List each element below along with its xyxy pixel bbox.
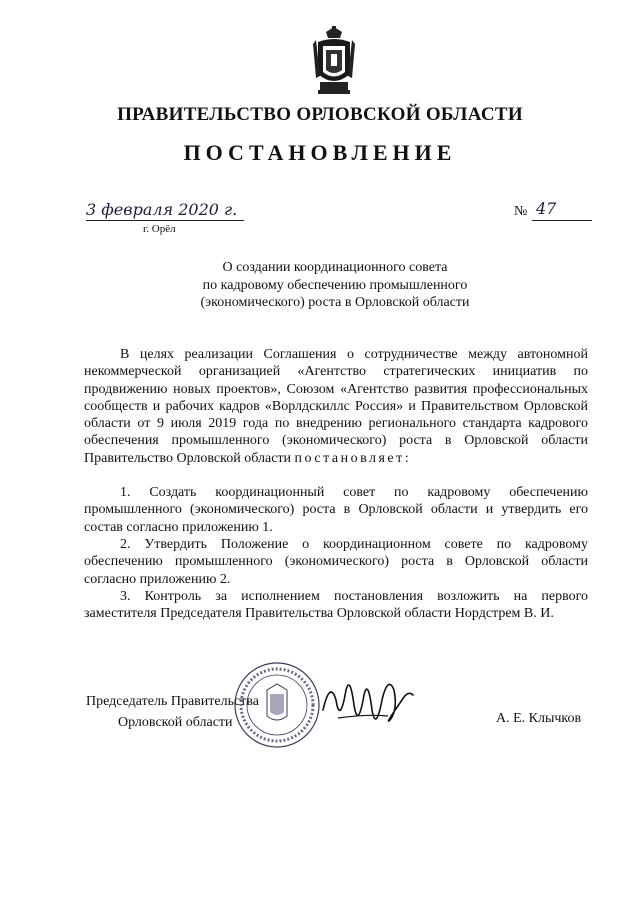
coat-of-arms-icon — [312, 26, 356, 96]
organization-name: ПРАВИТЕЛЬСТВО ОРЛОВСКОЙ ОБЛАСТИ — [117, 104, 523, 125]
item-paragraph: 3. Контроль за исполнением постановления возложить на первого заместителя Председателя Правительства Орловской области Нордстрем В. И. — [84, 588, 588, 622]
handwritten-number: 47 — [536, 199, 557, 218]
handwritten-signature-icon — [318, 670, 418, 740]
item-paragraph: 2. Утвердить Положение о координационном совете по кадровому обеспечению промышленного (экономического) роста в Орловской области согласно приложению 2. — [84, 536, 588, 587]
subject-line: О создании координационного совета — [222, 260, 448, 275]
city-label: г. Орёл — [143, 223, 176, 235]
preamble-text: В целях реализации Соглашения о сотрудничестве между автономной некоммерческой организацией «Агентство стратегических инициатив по продвижению новых проектов», Союзом «Агентство развития профессиональных сообществ и рабочих кадров «Ворлдскиллс Россия» и Правительством Орловской области от 9 июля 2019 года по внедрению регионального стандарта кадрового обеспечения промышленного (экономического) роста в Орловской области Правительство Орловской области — [84, 347, 588, 466]
handwritten-date: 3 февраля 2020 г. — [86, 200, 238, 219]
document-subject — [160, 259, 510, 312]
signatory-title — [86, 691, 259, 733]
signatory-name: А. Е. Клычков — [496, 711, 582, 726]
document-type-title: ПОСТАНОВЛЕНИЕ — [183, 140, 457, 165]
subject-line: по кадровому обеспечению промышленного — [202, 277, 468, 293]
signatory-title-line: Орловской области — [118, 715, 233, 730]
item-paragraph: 1. Создать координационный совет по кадровому обеспечению промышленного (экономического) роста в Орловской области и утвердить его состав согласно приложению 1. — [84, 485, 588, 535]
document-body — [84, 346, 588, 622]
number-label: № — [514, 204, 528, 219]
subject-line: (экономического) роста в Орловской области — [200, 295, 470, 310]
resolves-word: постановляет: — [294, 450, 412, 466]
preamble-paragraph — [84, 346, 588, 467]
number-underline — [532, 220, 592, 221]
signatory-title-line: Председатель Правительства — [86, 694, 259, 709]
date-underline — [86, 220, 244, 221]
